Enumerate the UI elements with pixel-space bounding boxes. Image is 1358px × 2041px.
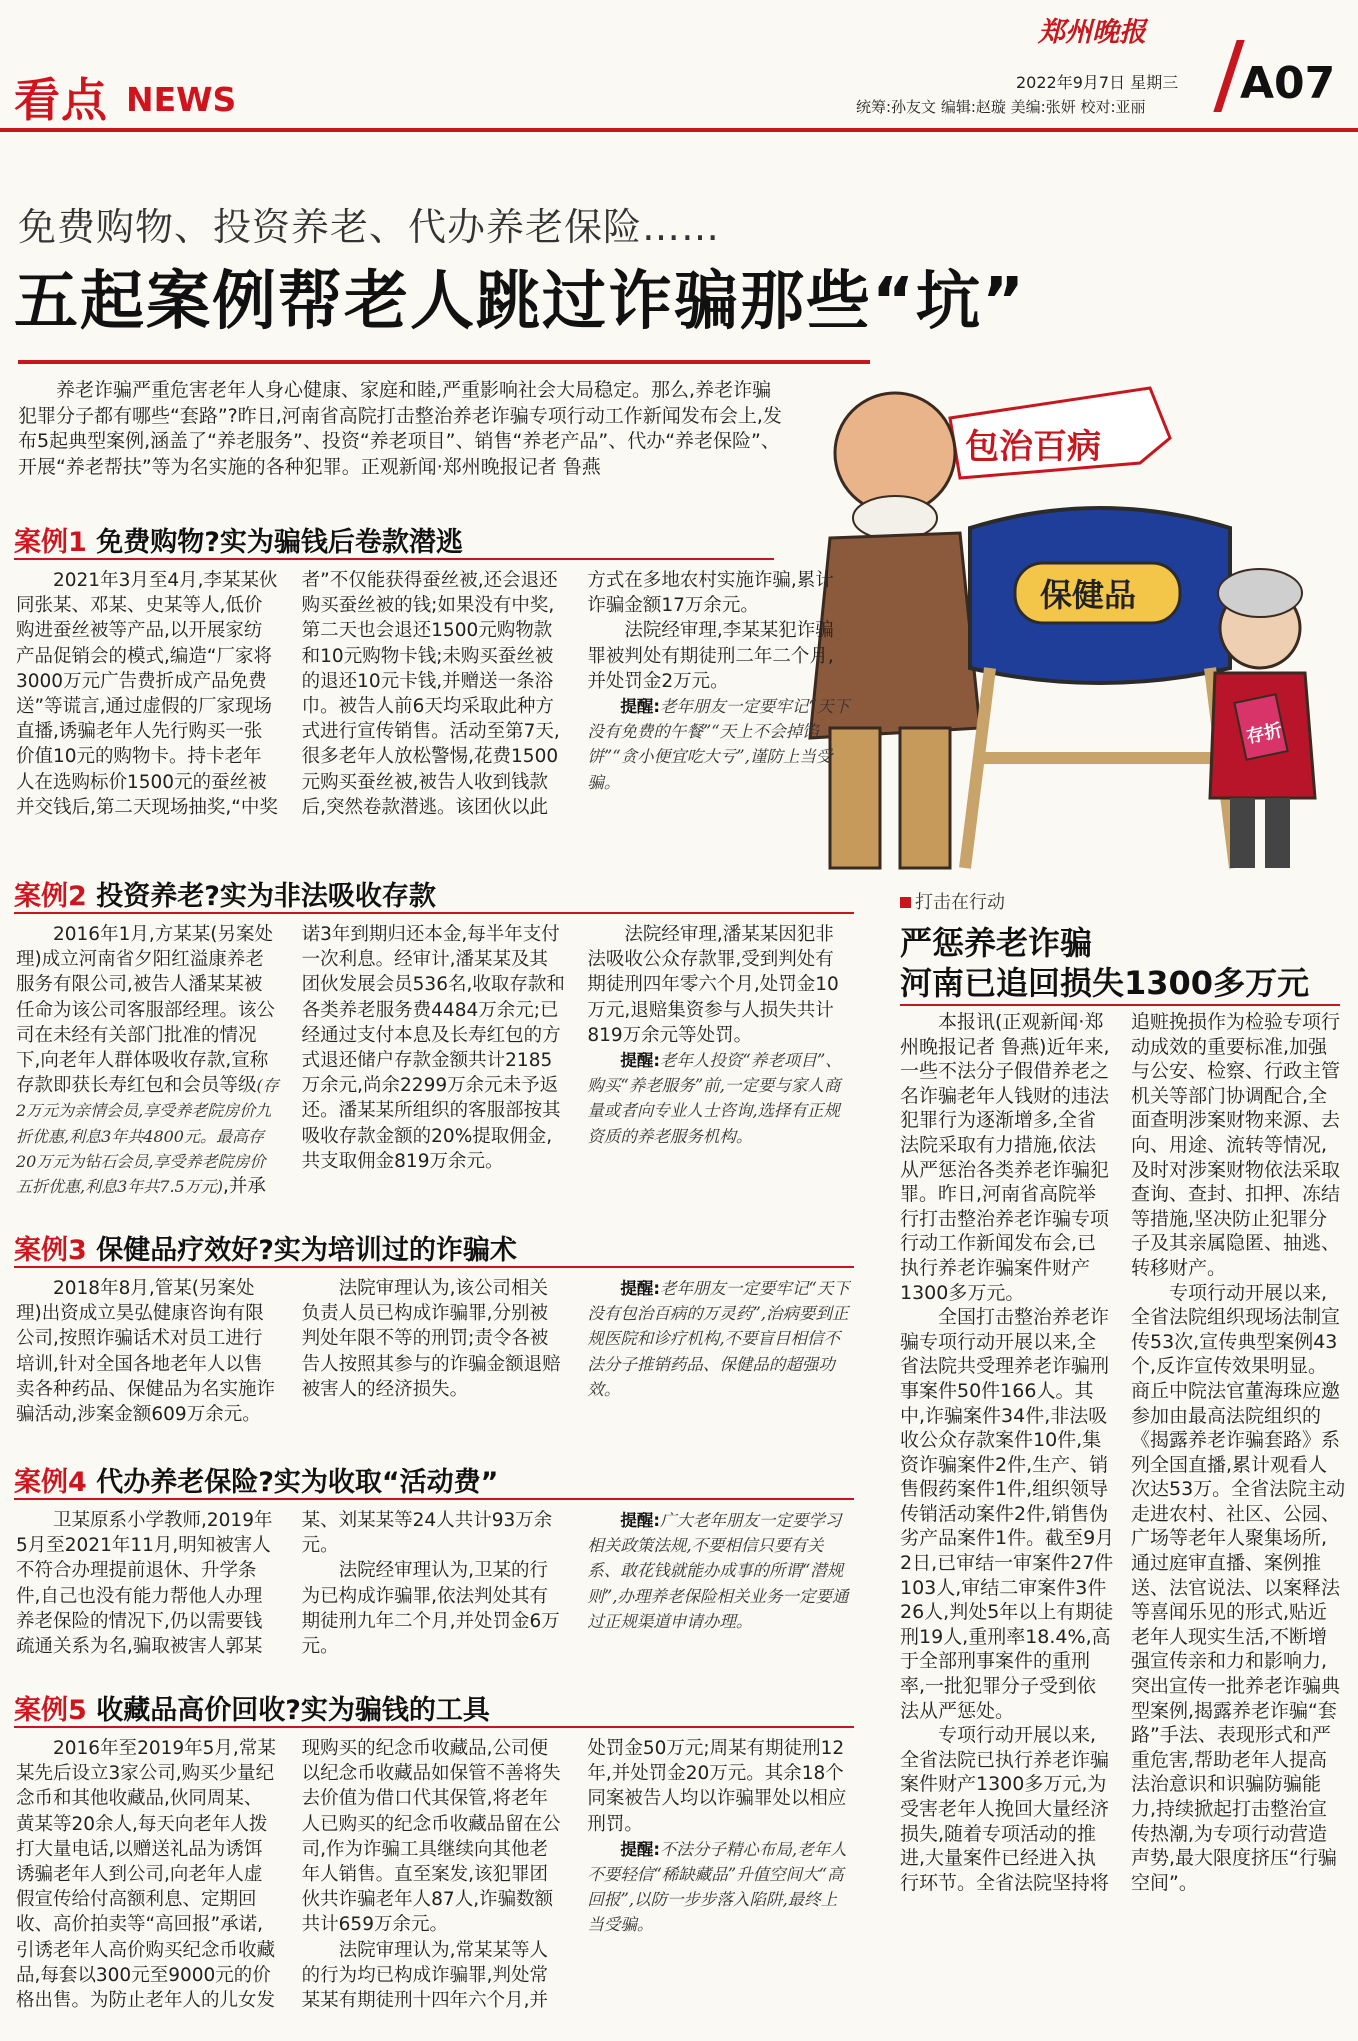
case-1-title [14,520,463,559]
case-rule [14,1726,854,1728]
dateline [1016,70,1178,93]
section-rule [0,128,1358,132]
tip-label: 提醒: [620,1839,660,1859]
tip-label: 提醒: [620,1051,660,1071]
tip-text: 老年人投资“养老项目”、购买“养老服务”前,一定要与家人商量或者向专业人士咨询,选择有正规资质的养老服务机构。 [587,1051,842,1146]
illustration-svg [790,368,1350,888]
case-heading: 代办养老保险?实为收取“活动费” [96,1467,499,1498]
issue-date: 2022年9月7日 [1016,73,1126,92]
staff-credits: 统筹:孙友文 编辑:赵璇 美编:张妍 校对:亚丽 [856,98,1146,116]
headline-rule [18,360,870,364]
case-5-title [14,1688,490,1727]
case-tip [587,694,851,795]
tag-square-icon [900,897,911,908]
case-3-title [14,1228,517,1267]
sidebar-paragraph: 全国打击整治养老诈骗专项行动开展以来,全省法院共受理养老诈骗刑事案件50件166人。其中,诈骗案件34件,非法吸收公众存款案件10件,集资诈骗案件2件,生产、销售假药案件1件,组织领导传销活动案件2件,销售伪劣产品案件1件。截至9月2日,已审结一审案件27件103人,审结二审案件3件26人,判处5年以上有期徒刑19人,重刑率18.4%,高于全部刑事案件的重刑率,一批犯罪分子受到依法从严惩处。 [900,1306,1115,1722]
article-kicker: 免费购物、投资养老、代办养老保险…… [18,205,721,249]
case-rule [14,1498,854,1500]
case-4-title [14,1460,498,1499]
case-rule [14,558,774,560]
newspaper-logo: 郑州晚报 [1038,17,1146,48]
old-man-leg [900,728,950,868]
case-label: 案例3 [14,1235,87,1266]
tip-text: 老年朋友一定要牢记“天下没有包治百病的万灵药”,治病要到正规医院和诊疗机构,不要盲目相信不法分子推销药品、保健品的超强功效。 [587,1279,850,1399]
product-stand [965,668,1235,868]
case-heading: 投资养老?实为非法吸收存款 [96,881,436,912]
case-verdict: 法院经审理认为,卫某的行为已构成诈骗罪,依法判处其有期徒刑九年二个月,并处罚金6万元。 [301,1560,560,1658]
case-2-body [16,922,851,1214]
case-tip [587,1837,851,1938]
case-label: 案例1 [14,527,87,558]
sidebar-tag-text: 打击在行动 [915,892,1005,913]
article-intro: 养老诈骗严重危害老年人身心健康、家庭和睦,严重影响社会大局稳定。那么,养老诈骗犯罪分子都有哪些“套路”?昨日,河南省高院打击整治养老诈骗专项行动工作新闻发布会上,发布5起典型案例,涵盖了“养老服务”、投资“养老项目”、销售“养老产品”、代办“养老保险”、开展“养老帮扶”等为名实施的各种犯罪。正观新闻·郑州晚报记者 鲁燕 [18,379,782,478]
tip-text: 广大老年朋友一定要学习相关政策法规,不要相信只要有关系、敢花钱就能办成事的所谓“潜规则”,办理养老保险相关业务一定要通过正规渠道申请办理。 [587,1511,849,1631]
tip-text: 不法分子精心布局,老年人不要轻信“稀缺藏品”升值空间大“高回报”,以防一步步落入陷阱,最终上当受骗。 [587,1839,847,1935]
tip-text: 老年朋友一定要牢记“天下没有免费的午餐”“天上不会掉馅饼”“贪小便宜吃大亏”,谨防上当受骗。 [587,697,850,792]
tip-label: 提醒: [620,1511,660,1530]
old-lady-leg [1265,798,1290,868]
sidebar-rule [900,1004,1340,1006]
case-text: 2021年3月至4月,李某某伙同张某、邓某、史某等人,低价购进蚕丝被等产品,以开展家纺产品促销会的模式,编造“厂家将3000万元广告费折成产品免费送”等谎言,通过虚假的厂家现场直播,诱骗老年人先行购买一张价值10元的购物卡。持卡老年人在选购标价1500元的蚕丝被并交钱后,第二天现场抽奖,“中奖者”不仅能获得蚕丝被,还会退还购买蚕丝被的钱;如果没有中奖,第二天也会退还1500元购物款和10元购物卡钱;未购买蚕丝被的退还10元卡钱,并赠送一条浴巾。被告人前6天均采取此种方式进行宣传销售。活动至第7天,很多老年人放松警惕,花费1500元购买蚕丝被,被告人收到钱款后,突然卷款潜逃。该团伙以此方式在多地农村实施诈骗,累计诈骗金额17万余元。 [16,570,834,818]
case-text-b: ,并承诺3年到期归还本金,每半年支付一次利息。经审计,潘某某及其团伙发展会员536名,收取存款和各类养老服务费4484万余元;已经通过支付本息及长寿红包的方式退还储户存款金额共计2185万余元,尚余2299万余元未予返还。潘某某所组织的客服部按其吸收存款金额的20%提取佣金,共支取佣金819万余元。 [222,924,565,1198]
case-5-body [16,1736,851,2028]
case-text: 卫某原系小学教师,2019年5月至2021年11月,明知被害人不符合办理提前退休、升学条件,自己也没有能力帮他人办理养老保险的情况下,仍以需要钱疏通关系为名,骗取被害人郭某某、刘某某等24人共计93万余元。 [16,1510,553,1658]
sidebar-paragraph: 专项行动开展以来,全省法院已执行养老诈骗案件财产1300多万元,为受害老年人挽回大量经济损失,随着专项活动的推进,大量案件已经进入执行环节。全省法院坚持将追赃挽损作为检验专项行动成效的重要标准,加强与公安、检察、行政主管机关等部门协调配合,全面查明涉案财物来源、去向、用途、流转等情况,及时对涉案财物依法采取查询、查封、扣押、冻结等措施,坚决防止犯罪分子及其亲属隐匿、抽逃、转移财产。 [900,1011,1341,1894]
old-lady-leg [1230,798,1255,868]
case-tip [587,1276,851,1402]
banner-text: 包治百病 [965,427,1101,467]
article-headline: 五起案例帮老人跳过诈骗那些“坑” [14,265,1027,339]
tip-label: 提醒: [620,1279,660,1298]
case-2-title [14,874,436,913]
case-tip [587,1048,851,1149]
sidebar-paragraph: 专项行动开展以来,全省法院组织现场法制宣传53次,宣传典型案例43个,反诈宣传效果明显。商丘中院法官董海珠应邀参加由最高法院组织的《揭露养老诈骗套路》系列全国直播,累计观看人次达53万。全省法院主动走进农村、社区、公园、广场等老年人聚集场所,通过庭审直播、案例推送、法官说法、以案释法等喜闻乐见的形式,贴近老年人现实生活,不断增强宣传亲和力和影响力,突出宣传一批养老诈骗典型案例,揭露养老诈骗“套路”手法、表现形式和严重危害,帮助老年人提高法治意识和识骗防骗能力,持续掀起打击整治宣传热潮,为专项行动营造声势,最大限度挤压“行骗空间”。 [1131,1281,1346,1894]
case-verdict: 法院经审理,潘某某因犯非法吸收公众存款罪,受到判处有期徒刑四年零六个月,处罚金10万元,退赔集资参与人损失共计819万余元等处罚。 [587,924,839,1046]
issue-weekday: 星期三 [1130,73,1179,92]
case-text: 2016年至2019年5月,常某某先后设立3家公司,购买少量纪念币和其他收藏品,伙同周某、黄某等20余人,每天向老年人拨打大量电话,以赠送礼品为诱饵诱骗老年人到公司,向老年人虚假宣传给付高额利息、定期回收、高价拍卖等“高回报”承诺,引诱老年人高价购买纪念币收藏品,每套以300元至9000元的价格出售。为防止老年人的儿女发现购买的纪念币收藏品,公司便以纪念币收藏品如保管不善将失去价值为借口代其保管,将老年人已购买的纪念币收藏品留在公司,作为诈骗工具继续向其他老年人销售。直至案发,该犯罪团伙共诈骗老年人87人,诈骗数额共计659万余元。 [16,1738,561,2012]
case-text: 2018年8月,管某(另案处理)出资成立昊弘健康咨询有限公司,按照诈骗话术对员工进行培训,针对全国各地老年人以售卖各种药品、保健品为名实施诈骗活动,涉案金额609万余元。 [16,1278,276,1426]
passbook-label: 存折 [1244,719,1285,748]
case-4-body [16,1508,851,1680]
case-verdict: 法院经审理,李某某犯诈骗罪被判处有期徒刑二年二个月,并处罚金2万元。 [587,620,834,692]
case-verdict: 法院审理认为,该公司相关负责人员已构成诈骗罪,分别被判处年限不等的刑罚;责令各被告人按照其参与的诈骗金额退赔被害人的经济损失。 [301,1278,561,1400]
case-label: 案例4 [14,1467,87,1498]
sidebar-title-line2: 河南已追回损失1300多万元 [900,964,1310,1002]
case-heading: 收藏品高价回收?实为骗钱的工具 [96,1695,490,1726]
case-label: 案例5 [14,1695,87,1726]
sidebar-tag [900,888,1005,914]
sidebar-body [900,1010,1346,2030]
case-note: (存2万元为亲情会员,享受养老院房价九折优惠,利息3年共4800元。最高存20万元为钻石会员,享受养老院房价五折优惠,利息3年共7.5万元) [16,1076,279,1197]
section-title: 看点 [14,73,108,127]
case-rule [14,1266,854,1268]
tip-label: 提醒: [620,697,660,717]
case-tip [587,1508,851,1634]
case-3-body [16,1276,851,1448]
case-verdict: 法院审理认为,常某某等人的行为均已构成诈骗罪,判处常某某有期徒刑十四年六个月,并处罚金50万元;周某有期徒刑12年,并处罚金20万元。其余18个同案被告人均以诈骗罪处以相应刑罚。 [301,1738,847,2012]
case-1-body [16,568,851,860]
case-text-a: 2016年1月,方某某(另案处理)成立河南省夕阳红溢康养老服务有限公司,被告人潘某某被任命为该公司客服部经理。该公司在未经有关部门批准的情况下,向老年人群体吸收存款,宣称存款即获长寿红包和会员等级 [16,924,276,1097]
old-lady-hair [1218,569,1302,617]
case-text [16,922,565,1199]
case-heading: 免费购物?实为骗钱后卷款潜逃 [96,527,463,558]
sidebar-paragraph: 本报讯(正观新闻·郑州晚报记者 鲁燕)近年来,一些不法分子假借养老之名诈骗老年人钱财的违法犯罪行为逐渐增多,全省法院采取有力措施,依法从严惩治各类养老诈骗犯罪。昨日,河南省高院举行打击整治养老诈骗专项行动工作新闻发布会,已执行养老诈骗案件财产1300多万元。 [900,1011,1110,1304]
product-label: 保健品 [1040,576,1137,614]
section-title-en: NEWS [126,80,237,119]
sidebar-title-line1: 严惩养老诈骗 [900,924,1093,962]
case-label: 案例2 [14,881,87,912]
page-number: A07 [1240,58,1336,109]
case-rule [14,912,854,914]
illustration [790,368,1350,888]
case-heading: 保健品疗效好?实为培训过的诈骗术 [96,1235,517,1266]
